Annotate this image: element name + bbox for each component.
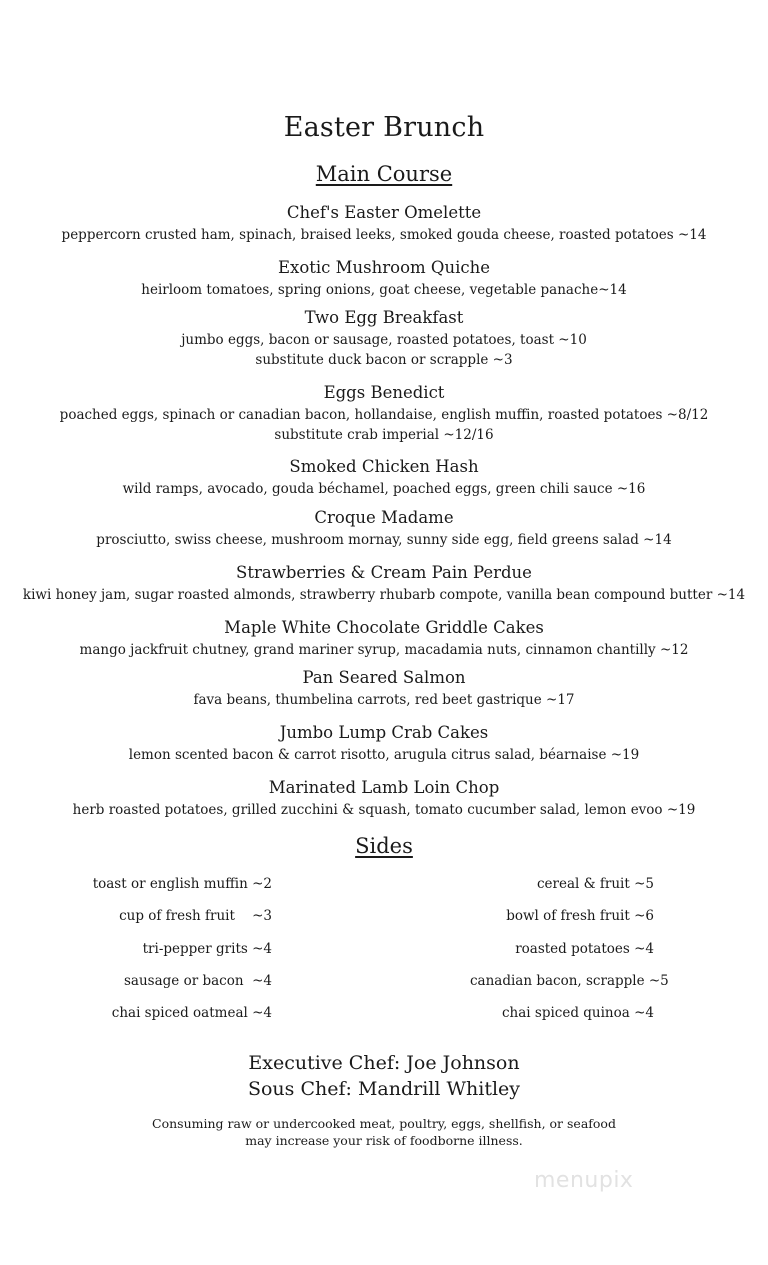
menu-item (0, 778, 768, 820)
menu-item (0, 668, 768, 710)
side-item: cup of fresh fruit ~3 (119, 908, 272, 925)
sous-chef: Sous Chef: Mandrill Whitley (247, 1078, 521, 1100)
menu-item (0, 457, 768, 499)
menupix-watermark: menupix (534, 1168, 634, 1193)
menu-item-description: jumbo eggs, bacon or sausage, roasted potatoes, toast ~10 (181, 332, 587, 348)
side-item: roasted potatoes ~4 (515, 940, 654, 957)
sides-left-column (93, 874, 272, 1035)
menu-item (0, 563, 768, 605)
menu-title: Easter Brunch (283, 112, 485, 143)
menu-item (0, 618, 768, 660)
sides-heading: Sides (355, 834, 413, 858)
side-item: toast or english muffin ~2 (92, 876, 272, 892)
menu-item-name: Strawberries & Cream Pain Perdue (236, 563, 532, 582)
menu-item-substitution: substitute duck bacon or scrapple ~3 (255, 352, 513, 368)
food-safety-disclaimer (0, 1115, 768, 1149)
main-course-heading: Main Course (315, 162, 453, 186)
menu-item (0, 383, 768, 445)
menu-item-name: Chef's Easter Omelette (286, 203, 482, 222)
menu-item-name: Jumbo Lump Crab Cakes (279, 723, 489, 742)
menu-item-description: wild ramps, avocado, gouda béchamel, poached eggs, green chili sauce ~16 (122, 481, 646, 497)
side-item: tri-pepper grits ~4 (142, 940, 272, 957)
side-item: chai spiced quinoa ~4 (501, 1005, 654, 1022)
menu-item (0, 508, 768, 550)
side-item: canadian bacon, scrapple ~5 (470, 972, 669, 989)
disclaimer-line: may increase your risk of foodborne illness. (245, 1133, 523, 1148)
menu-item-name: Eggs Benedict (323, 383, 445, 402)
menu-item-description: herb roasted potatoes, grilled zucchini & squash, tomato cucumber salad, lemon evoo ~19 (72, 802, 696, 818)
menu-item-description: poached eggs, spinach or canadian bacon, hollandaise, english muffin, roasted potatoes ~8/12 (59, 407, 709, 423)
menu-item-name: Maple White Chocolate Griddle Cakes (224, 618, 544, 637)
side-item: cereal & fruit ~5 (536, 876, 654, 892)
side-item: sausage or bacon ~4 (124, 972, 272, 989)
menu-item-name: Pan Seared Salmon (302, 668, 466, 687)
menu-item (0, 723, 768, 765)
menu-item (0, 258, 768, 300)
menu-item-description: peppercorn crusted ham, spinach, braised leeks, smoked gouda cheese, roasted potatoes ~14 (61, 227, 707, 243)
menu-item-name: Exotic Mushroom Quiche (277, 258, 490, 277)
menu-item-name: Two Egg Breakfast (304, 308, 464, 327)
menu-item-description: mango jackfruit chutney, grand mariner syrup, macadamia nuts, cinnamon chantilly ~12 (79, 642, 689, 658)
menu-item-description: heirloom tomatoes, spring onions, goat cheese, vegetable panache~14 (141, 282, 627, 298)
menu-item-substitution: substitute crab imperial ~12/16 (274, 427, 494, 443)
menu-item-description: lemon scented bacon & carrot risotto, arugula citrus salad, béarnaise ~19 (128, 747, 640, 763)
menu-item-name: Smoked Chicken Hash (289, 457, 479, 476)
sides-right-column (470, 874, 669, 1035)
menu-item-description: kiwi honey jam, sugar roasted almonds, strawberry rhubarb compote, vanilla bean compound butter ~14 (22, 587, 746, 603)
menu-item-name: Croque Madame (314, 508, 454, 527)
menu-item-description: prosciutto, swiss cheese, mushroom mornay, sunny side egg, field greens salad ~14 (96, 532, 672, 548)
side-item: bowl of fresh fruit ~6 (506, 908, 654, 925)
menu-item-description: fava beans, thumbelina carrots, red beet gastrique ~17 (193, 692, 575, 708)
disclaimer-line: Consuming raw or undercooked meat, poultry, eggs, shellfish, or seafood (152, 1116, 616, 1131)
menu-item (0, 203, 768, 245)
executive-chef: Executive Chef: Joe Johnson (248, 1052, 520, 1074)
side-item: chai spiced oatmeal ~4 (111, 1005, 272, 1022)
menu-item-name: Marinated Lamb Loin Chop (268, 778, 500, 797)
menu-item (0, 308, 768, 370)
chef-credits (0, 1050, 768, 1102)
